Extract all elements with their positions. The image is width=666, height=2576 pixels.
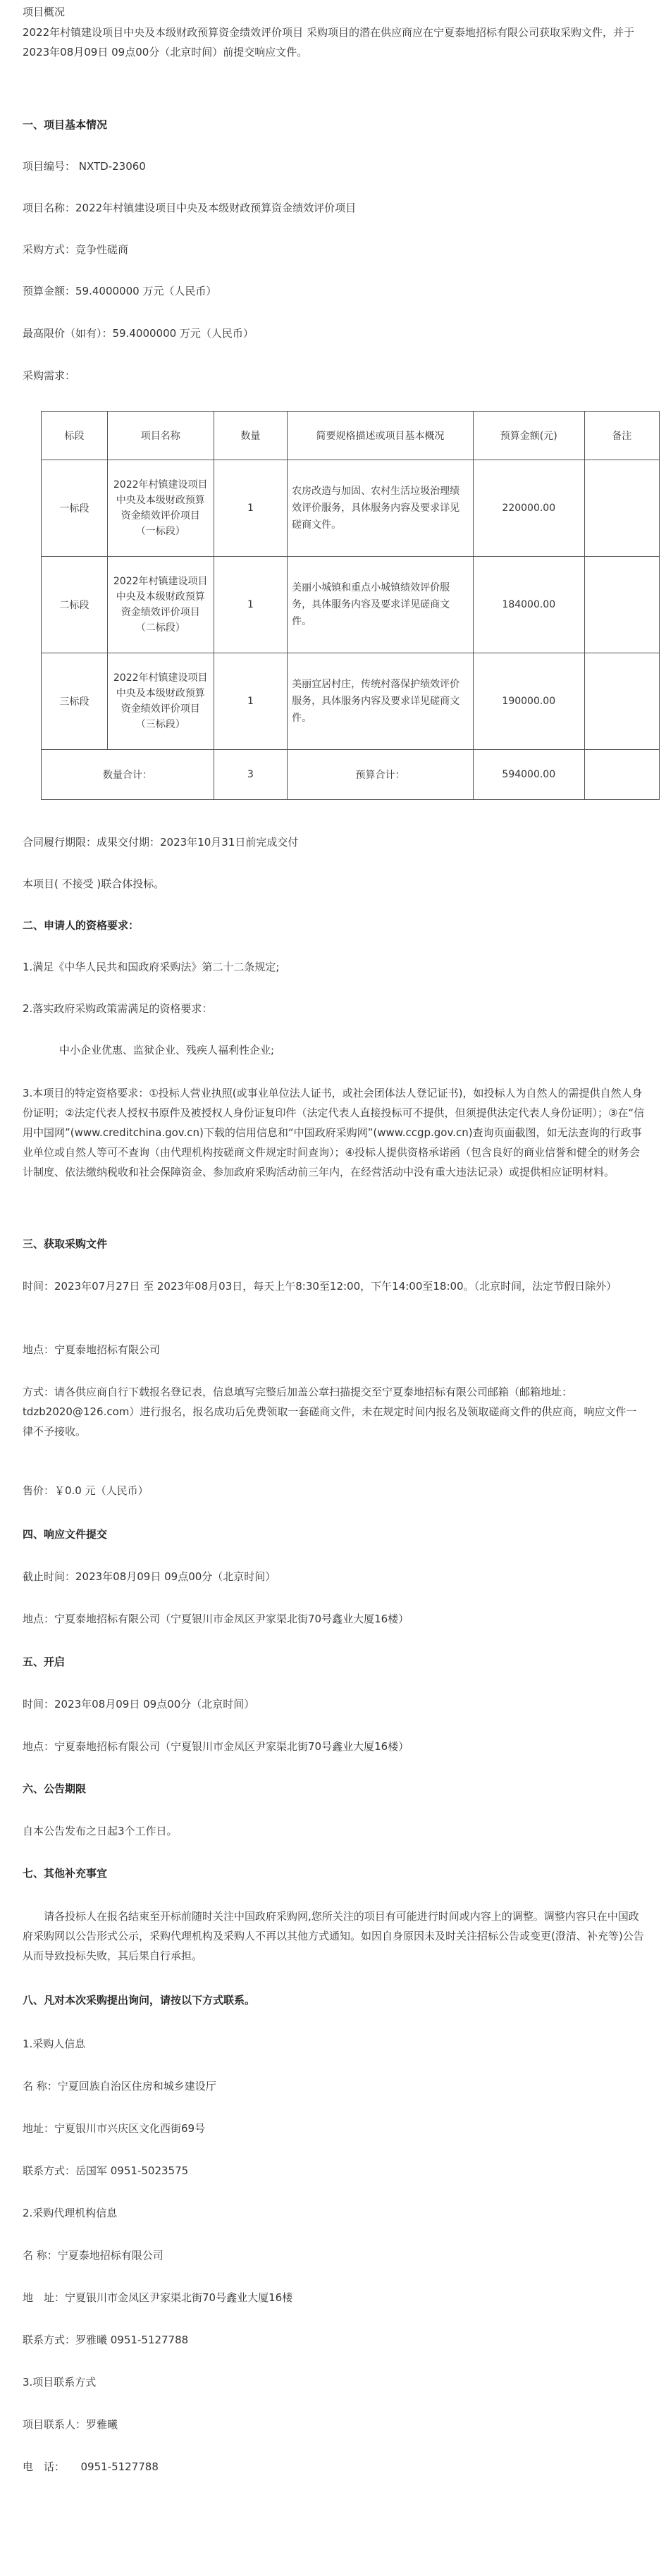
- contract-term: 合同履行期限：成果交付期：2023年10月31日前完成交付: [23, 836, 299, 849]
- project-contact-title: 3.项目联系方式: [23, 2376, 97, 2389]
- quantity-cell: 1: [214, 460, 287, 557]
- notice-period: 自本公告发布之日起3个工作日。: [23, 1825, 178, 1837]
- project-name-cell: 2022年村镇建设项目中央及本级财政预算资金绩效评价项目（一标段）: [107, 460, 214, 557]
- table-header-row: [42, 412, 660, 460]
- qualification-item-2: 2.落实政府采购政策需满足的资格要求：: [23, 1002, 213, 1015]
- section4-heading: 四、响应文件提交: [23, 1528, 108, 1541]
- purchaser-name: 名 称：宁夏回族自治区住房和城乡建设厅: [23, 2080, 216, 2093]
- section1-heading: 一、项目基本情况: [23, 118, 108, 131]
- total-qty-label: 数量合计：: [42, 750, 214, 800]
- project-name: 项目名称：2022年村镇建设项目中央及本级财政预算资金绩效评价项目: [23, 202, 357, 214]
- column-header: 标段: [42, 412, 108, 460]
- section7-heading: 七、其他补充事宜: [23, 1867, 108, 1880]
- overview-text: 2022年村镇建设项目中央及本级财政预算资金绩效评价项目 采购项目的潜在供应商应在宁夏泰地招标有限公司获取采购文件，并于2023年08月09日 09点00分（北京时间）前提交响应文件。: [23, 26, 634, 58]
- qualification-item-2-detail: 中小企业优惠、监狱企业、残疾人福利性企业;: [59, 1044, 275, 1056]
- total-qty-value: 3: [214, 750, 287, 800]
- purchaser-title: 1.采购人信息: [23, 2038, 86, 2050]
- qualification-item-3: 3.本项目的特定资格要求：①投标人营业执照(或事业单位法人证书，或社会团体法人登记证书)，如投标人为自然人的需提供自然人身份证明；②法定代表人授权书原件及被授权人身份证复印件（法定代表人直接投标可不提供，但须提供法定代表人身份证明）；③在“信用中国网”(www.creditchina.gov.cn)下载的信用信息和“中国政府采购网”(www.ccgp.gov.cn)查询页面截图，如无法查询的行政事业单位或自然人等可不查询（由代理机构按磋商文件规定时间查询）；④投标人提供资格承诺函（包含良好的商业信誉和健全的财务会计制度、依法缴纳税收和社会保障资金、参加政府采购活动前三年内，在经营活动中没有重大违法记录）或提供相应证明材料。: [23, 1087, 645, 1178]
- consortium-note: 本项目( 不接受 )联合体投标。: [23, 877, 165, 890]
- total-budget-label: 预算合计：: [288, 750, 474, 800]
- note-cell: [584, 653, 659, 750]
- column-header: 项目名称: [107, 412, 214, 460]
- section6-heading: 六、公告期限: [23, 1782, 87, 1795]
- table-total-row: [42, 750, 660, 800]
- column-header: 简要规格描述或项目基本概况: [288, 412, 474, 460]
- agency-title: 2.采购代理机构信息: [23, 2207, 118, 2219]
- total-note-cell: [584, 750, 659, 800]
- obtain-method: 方式：请各供应商自行下载报名登记表，信息填写完整后加盖公章扫描提交至宁夏泰地招标有限公司邮箱（邮箱地址：tdzb2020@126.com）进行报名，报名成功后免费领取一套磋商文件，未在规定时间内报名及领取磋商文件的供应商，响应文件一律不予接收。: [23, 1386, 637, 1438]
- project-name-cell: 2022年村镇建设项目中央及本级财政预算资金绩效评价项目（二标段）: [107, 557, 214, 653]
- table-row: [42, 557, 660, 653]
- obtain-place: 地点：宁夏泰地招标有限公司: [23, 1343, 161, 1356]
- quantity-cell: 1: [214, 653, 287, 750]
- section5-heading: 五、开启: [23, 1656, 66, 1668]
- announcement-page: [14, 0, 652, 2473]
- project-number: 项目编号： NXTD-23060: [23, 160, 146, 173]
- submission-place: 地点：宁夏泰地招标有限公司（宁夏银川市金凤区尹家渠北街70号鑫业大厦16楼）: [23, 1613, 409, 1625]
- document-price: 售价：￥0.0 元（人民币）: [23, 1484, 149, 1497]
- table-row: [42, 653, 660, 750]
- total-budget-value: 594000.00: [474, 750, 585, 800]
- project-name-cell: 2022年村镇建设项目中央及本级财政预算资金绩效评价项目（三标段）: [107, 653, 214, 750]
- project-contact-person: 项目联系人：罗雅曦: [23, 2418, 118, 2431]
- requirements-table: [41, 411, 660, 800]
- note-cell: [584, 557, 659, 653]
- max-price: 最高限价（如有）：59.4000000 万元（人民币）: [23, 327, 254, 340]
- procurement-method: 采购方式：竞争性磋商: [23, 243, 129, 256]
- budget-amount: 预算金额：59.4000000 万元（人民币）: [23, 285, 217, 297]
- agency-address: 地 址：宁夏银川市金凤区尹家渠北街70号鑫业大厦16楼: [23, 2291, 293, 2304]
- submission-deadline: 截止时间：2023年08月09日 09点00分（北京时间）: [23, 1570, 276, 1583]
- section2-heading: 二、申请人的资格要求：: [23, 919, 140, 932]
- agency-name: 名 称：宁夏泰地招标有限公司: [23, 2249, 164, 2262]
- column-header: 预算金额(元): [474, 412, 585, 460]
- description-cell: 农房改造与加固、农村生活垃圾治理绩效评价服务，具体服务内容及要求详见磋商文件。: [288, 460, 474, 557]
- lot-cell: 一标段: [42, 460, 108, 557]
- amount-cell: 184000.00: [474, 557, 585, 653]
- project-contact-phone: 电 话： 0951-5127788: [23, 2460, 159, 2473]
- lot-cell: 三标段: [42, 653, 108, 750]
- column-header: 备注: [584, 412, 659, 460]
- section3-heading: 三、获取采购文件: [23, 1238, 108, 1250]
- purchaser-contact: 联系方式：岳国军 0951-5023575: [23, 2164, 189, 2177]
- lot-cell: 二标段: [42, 557, 108, 653]
- description-cell: 美丽宜居村庄，传统村落保护绩效评价服务，具体服务内容及要求详见磋商文件。: [288, 653, 474, 750]
- amount-cell: 220000.00: [474, 460, 585, 557]
- overview-title: 项目概况: [23, 6, 66, 18]
- description-cell: 美丽小城镇和重点小城镇绩效评价服务，具体服务内容及要求详见磋商文件。: [288, 557, 474, 653]
- quantity-cell: 1: [214, 557, 287, 653]
- obtain-time: 时间：2023年07月27日 至 2023年08月03日，每天上午8:30至12:00，下午14:00至18:00。（北京时间，法定节假日除外）: [23, 1280, 617, 1293]
- requirements-label: 采购需求：: [23, 369, 76, 382]
- opening-time: 时间：2023年08月09日 09点00分（北京时间）: [23, 1698, 255, 1711]
- supplementary-text: 请各投标人在报名结束至开标前随时关注中国政府采购网,您所关注的项目有可能进行时间或内容上的调整。调整内容只在中国政府采购网以公告形式公示，采购代理机构及采购人不再以其他方式通知。如因自身原因未及时关注招标公告或变更(澄清、补充等)公告从而导致投标失败，其后果自行承担。: [23, 1910, 644, 1962]
- column-header: 数量: [214, 412, 287, 460]
- agency-contact: 联系方式：罗雅曦 0951-5127788: [23, 2334, 189, 2346]
- table-row: [42, 460, 660, 557]
- qualification-item-1: 1.满足《中华人民共和国政府采购法》第二十二条规定;: [23, 961, 280, 973]
- amount-cell: 190000.00: [474, 653, 585, 750]
- section8-heading: 八、凡对本次采购提出询问，请按以下方式联系。: [23, 1994, 256, 2007]
- opening-place: 地点：宁夏泰地招标有限公司（宁夏银川市金凤区尹家渠北街70号鑫业大厦16楼）: [23, 1740, 409, 1753]
- purchaser-address: 地址：宁夏银川市兴庆区文化西街69号: [23, 2122, 206, 2135]
- note-cell: [584, 460, 659, 557]
